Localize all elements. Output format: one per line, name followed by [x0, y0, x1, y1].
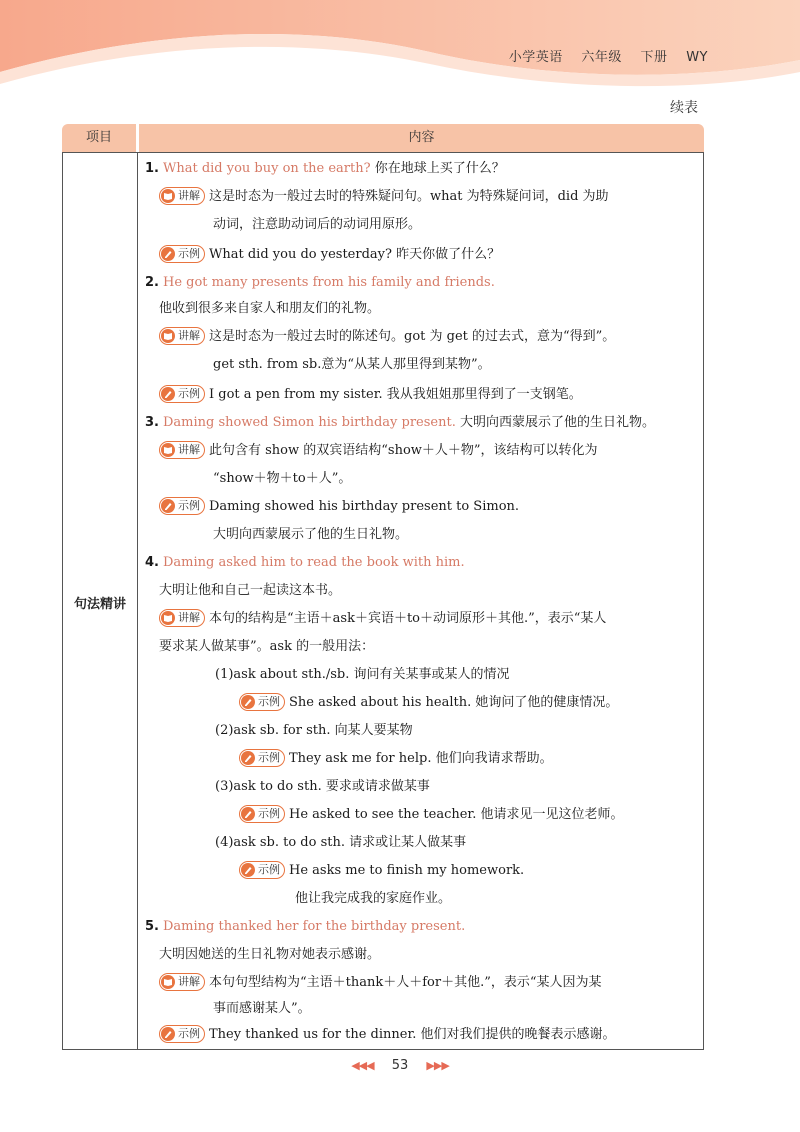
- book-icon: [161, 189, 175, 203]
- book-icon: [161, 975, 175, 989]
- sentence-english: Daming thanked her for the birthday present.: [162, 919, 466, 934]
- book-icon: [161, 611, 175, 625]
- example-badge: 示例: [159, 385, 205, 403]
- explain-2-cont: get sth. from sb.意为“从某人那里得到某物”。: [213, 357, 491, 372]
- sentence-2-chinese: 他收到很多来自家人和朋友们的礼物。: [159, 301, 381, 316]
- sentence-number: 4.: [145, 555, 159, 570]
- example-4-4-cont: 他让我完成我的家庭作业。: [295, 891, 452, 906]
- header-wave-banner: [0, 0, 800, 90]
- sentence-5-chinese: 大明因她送的生日礼物对她表示感谢。: [159, 947, 381, 962]
- sentence-english: What did you buy on the earth?: [162, 161, 371, 176]
- explain-5: 讲解 本句句型结构为“主语＋thank＋人＋for＋其他.”，表示“某人因为某: [159, 973, 602, 993]
- sentence-chinese: 你在地球上买了什么？: [374, 161, 505, 176]
- usage-4: (4)ask sb. to do sth. 请求或让某人做某事: [215, 835, 467, 850]
- explain-3: 讲解 此句含有 show 的双宾语结构“show＋人＋物”，该结构可以转化为: [159, 441, 598, 461]
- explain-4-cont: 要求某人做某事”。ask 的一般用法：: [159, 639, 375, 654]
- explain-badge: 讲解: [159, 187, 205, 205]
- example-1: 示例 What did you do yesterday? 昨天你做了什么？: [159, 245, 500, 265]
- sentence-number: 1.: [145, 161, 159, 176]
- sentence-5: [145, 917, 465, 937]
- example-4-1: 示例 She asked about his health. 她询问了他的健康情况。: [239, 693, 618, 713]
- page-footer: [0, 1058, 800, 1073]
- usage-1: (1)ask about sth./sb. 询问有关某事或某人的情况: [215, 667, 510, 682]
- pencil-icon: [241, 807, 255, 821]
- sentence-4-chinese: 大明让他和自己一起读这本书。: [159, 583, 342, 598]
- usage-2: (2)ask sb. for sth. 向某人要某物: [215, 723, 413, 738]
- column-header-item: 项目: [62, 124, 136, 152]
- explain-badge: 讲解: [159, 327, 205, 345]
- example-badge: 示例: [159, 245, 205, 263]
- prev-arrows-icon: ◀◀◀: [351, 1059, 374, 1072]
- pencil-icon: [241, 695, 255, 709]
- sentence-english: Daming showed Simon his birthday present.: [162, 415, 456, 430]
- row-label: 句法精讲: [73, 597, 126, 612]
- example-5: 示例 They thanked us for the dinner. 他们对我们提供的晚餐表示感谢。: [159, 1025, 616, 1045]
- book-header: [495, 46, 708, 65]
- explain-2: 讲解 这是时态为一般过去时的陈述句。got 为 get 的过去式，意为“得到”。: [159, 327, 615, 347]
- explain-3-cont: “show＋物＋to＋人”。: [213, 471, 352, 486]
- pencil-icon: [241, 751, 255, 765]
- pencil-icon: [161, 499, 175, 513]
- sentence-2: [145, 273, 495, 293]
- example-badge: 示例: [159, 497, 205, 515]
- example-badge: 示例: [239, 805, 285, 823]
- pencil-icon: [161, 247, 175, 261]
- next-arrows-icon: ▶▶▶: [426, 1059, 449, 1072]
- sentence-chinese: 大明向西蒙展示了他的生日礼物。: [459, 415, 655, 430]
- continued-label: 续表: [670, 100, 698, 116]
- example-badge: 示例: [239, 749, 285, 767]
- header-volume: 下册: [640, 50, 668, 65]
- grammar-table: [62, 124, 704, 1050]
- example-badge: 示例: [239, 861, 285, 879]
- sentence-number: 3.: [145, 415, 159, 430]
- pencil-icon: [161, 387, 175, 401]
- example-badge: 示例: [239, 693, 285, 711]
- example-3: 示例 Daming showed his birthday present to Simon.: [159, 497, 519, 517]
- header-subject: 小学英语: [508, 50, 563, 65]
- explain-4: 讲解 本句的结构是“主语＋ask＋宾语＋to＋动词原形＋其他.”，表示“某人: [159, 609, 606, 629]
- sentence-number: 5.: [145, 919, 159, 934]
- explain-badge: 讲解: [159, 973, 205, 991]
- column-header-content: 内容: [139, 124, 704, 152]
- explain-1-cont: 动词，注意助动词后的动词用原形。: [213, 217, 422, 232]
- header-grade: 六年级: [581, 50, 622, 65]
- book-icon: [161, 443, 175, 457]
- example-badge: 示例: [159, 1025, 205, 1043]
- example-3-cont: 大明向西蒙展示了他的生日礼物。: [213, 527, 409, 542]
- explain-1: 讲解 这是时态为一般过去时的特殊疑问句。what 为特殊疑问词，did 为助: [159, 187, 609, 207]
- sentence-english: Daming asked him to read the book with him.: [162, 555, 465, 570]
- pencil-icon: [161, 1027, 175, 1041]
- sentence-english: He got many presents from his family and friends.: [162, 275, 495, 290]
- column-divider: [137, 153, 138, 1049]
- sentence-number: 2.: [145, 275, 159, 290]
- sentence-1: [145, 159, 505, 179]
- table-body: [62, 152, 704, 1050]
- example-4-3: 示例 He asked to see the teacher. 他请求见一见这位老师。: [239, 805, 623, 825]
- page-number: 53: [391, 1058, 409, 1073]
- example-4-2: 示例 They ask me for help. 他们向我请求帮助。: [239, 749, 553, 769]
- explain-badge: 讲解: [159, 441, 205, 459]
- sentence-3: [145, 413, 655, 433]
- sentence-4: [145, 553, 465, 573]
- book-icon: [161, 329, 175, 343]
- table-header: [62, 124, 704, 152]
- explain-badge: 讲解: [159, 609, 205, 627]
- header-edition: WY: [686, 50, 708, 65]
- example-2: 示例 I got a pen from my sister. 我从我姐姐那里得到了一支钢笔。: [159, 385, 582, 405]
- pencil-icon: [241, 863, 255, 877]
- explain-5-cont: 事而感谢某人”。: [213, 1001, 311, 1016]
- usage-3: (3)ask to do sth. 要求或请求做某事: [215, 779, 430, 794]
- example-4-4: 示例 He asks me to finish my homework.: [239, 861, 524, 881]
